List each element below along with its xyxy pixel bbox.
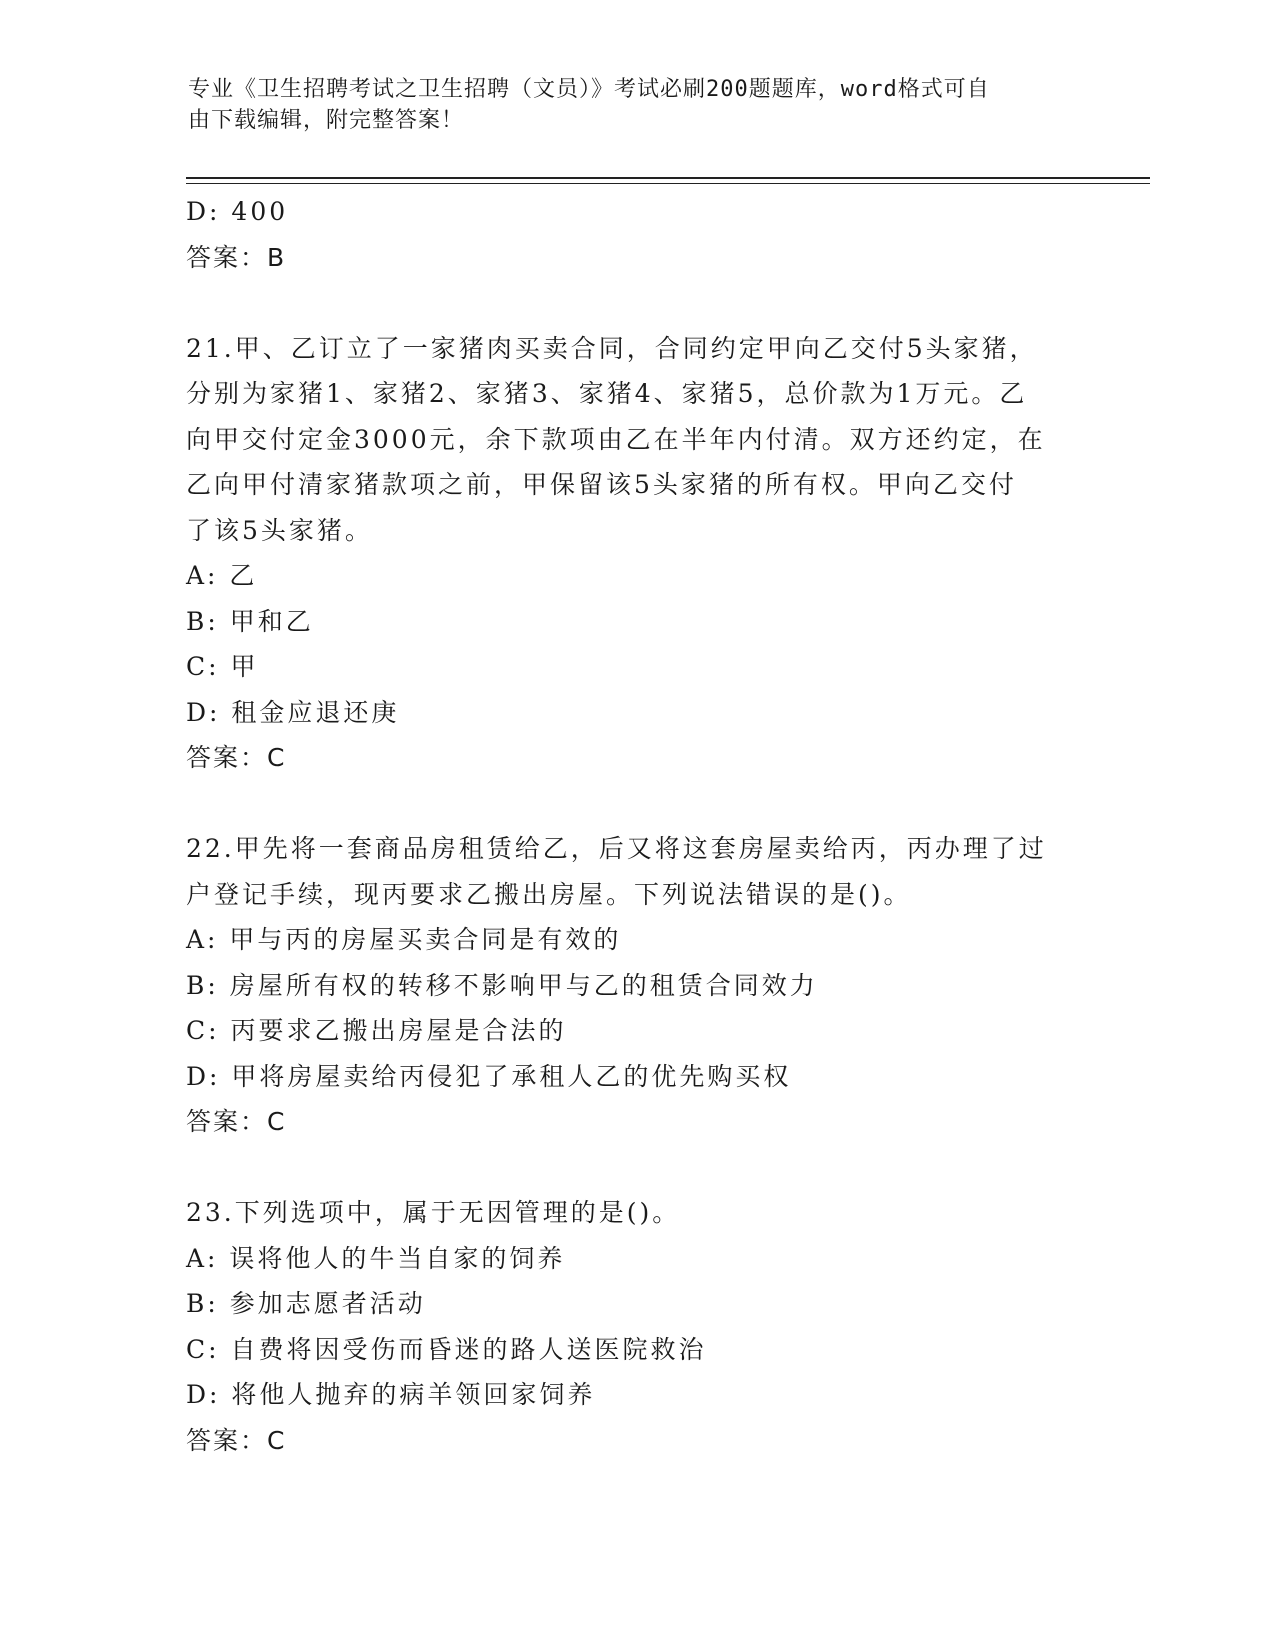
question-21	[186, 326, 1086, 781]
question-stem-line: 向甲交付定金3000元，余下款项由乙在半年内付清。双方还约定，在	[186, 424, 1046, 454]
spacer	[186, 280, 1086, 326]
header-divider-thin	[186, 183, 1150, 184]
question-stem-line: 23.下列选项中，属于无因管理的是()。	[186, 1198, 681, 1227]
option-d: D: 租金应退还庚	[186, 697, 400, 727]
option-d: D: 将他人抛弃的病羊领回家饲养	[186, 1380, 596, 1409]
question-stem-line: 22.甲先将一套商品房租赁给乙，后又将这套房屋卖给丙，丙办理了过	[186, 834, 1047, 863]
header-title-line-1: 专业《卫生招聘考试之卫生招聘（文员）》考试必刷200题题库，word格式可自	[188, 77, 990, 102]
header-divider-thick	[186, 177, 1150, 179]
spacer	[186, 781, 1086, 827]
question-23	[186, 1190, 1086, 1463]
answer-line: 答案：C	[186, 743, 287, 772]
option-c: C: 自费将因受伤而昏迷的路人送医院救治	[186, 1334, 707, 1364]
option-a: A: 乙	[186, 561, 258, 590]
answer-line: 答案：C	[186, 1425, 287, 1455]
option-a: A: 误将他人的牛当自家的饲养	[186, 1243, 566, 1273]
question-stem-line: 21.甲、乙订立了一家猪肉买卖合同，合同约定甲向乙交付5头家猪，	[186, 333, 1038, 363]
question-22	[186, 826, 1086, 1145]
option-b: B: 甲和乙	[186, 606, 314, 636]
question-stem-line: 乙向甲付清家猪款项之前，甲保留该5头家猪的所有权。甲向乙交付	[186, 470, 1017, 499]
spacer	[186, 1145, 1086, 1191]
document-body	[186, 189, 1086, 1463]
option-b: B: 参加志愿者活动	[186, 1289, 426, 1318]
answer-line: 答案：C	[186, 1107, 287, 1136]
option-a: A: 甲与丙的房屋买卖合同是有效的	[186, 925, 622, 954]
header-title-line-2: 由下载编辑，附完整答案！	[188, 108, 465, 133]
option-c: C: 丙要求乙搬出房屋是合法的	[186, 1016, 567, 1045]
document-header	[188, 74, 1068, 136]
option-c: C: 甲	[186, 652, 259, 681]
option-d: D: 400	[186, 197, 289, 226]
option-b: B: 房屋所有权的转移不影响甲与乙的租赁合同效力	[186, 970, 818, 1000]
question-stem-line: 了该5头家猪。	[186, 515, 373, 545]
option-d: D: 甲将房屋卖给丙侵犯了承租人乙的优先购买权	[186, 1061, 792, 1091]
answer-line: 答案：B	[186, 242, 287, 272]
question-stem-line: 户登记手续，现丙要求乙搬出房屋。下列说法错误的是()。	[186, 879, 912, 909]
question-stem-line: 分别为家猪1、家猪2、家猪3、家猪4、家猪5，总价款为1万元。乙	[186, 379, 1028, 408]
